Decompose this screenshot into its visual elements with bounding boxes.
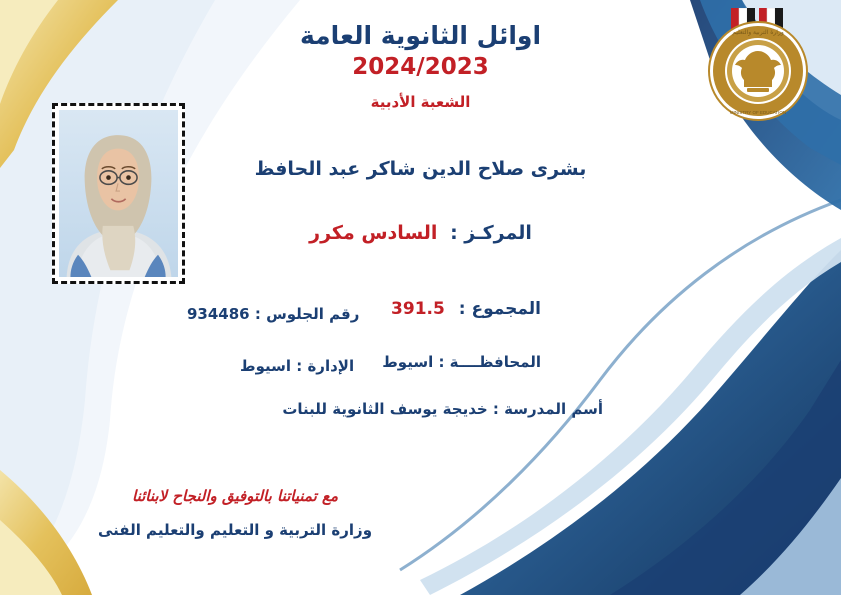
student-photo xyxy=(59,110,178,277)
administration-row xyxy=(0,357,841,375)
student-portrait-illustration xyxy=(59,110,178,277)
rank-value: السادس مكرر xyxy=(309,222,438,244)
ministry-name: وزارة التربية و التعليم والتعليم الفنى xyxy=(97,521,373,539)
student-name: بشرى صلاح الدين شاكر عبد الحافظ xyxy=(254,158,587,180)
total-value: 391.5 xyxy=(391,299,445,319)
seat-number-label: رقم الجلوس : xyxy=(254,305,360,323)
total-label: المجموع : xyxy=(458,299,541,319)
ministry-logo-icon xyxy=(697,8,819,126)
rank-row xyxy=(0,222,841,244)
seat-number-row xyxy=(0,305,841,323)
wish-text: مع تمنياتنا بالتوفيق والنجاح لابنائنا xyxy=(132,487,338,505)
rank-label: المركـز : xyxy=(450,222,532,244)
student-photo-frame xyxy=(52,103,185,284)
svg-text:MINISTRY OF EDUCATION: MINISTRY OF EDUCATION xyxy=(729,110,787,115)
seat-number-value: 934486 xyxy=(187,305,250,323)
administration-value: اسيوط xyxy=(240,357,291,375)
school-value: خديجة يوسف الثانوية للبنات xyxy=(282,400,488,418)
governorate-value: اسيوط xyxy=(382,353,434,371)
school-label: أسم المدرسة : xyxy=(492,400,603,418)
page-title: اوائل الثانوية العامة xyxy=(299,21,542,50)
branch-label: الشعبة الأدبية xyxy=(370,93,471,112)
school-row xyxy=(0,400,841,418)
academic-year: 2024/2023 xyxy=(352,54,489,81)
administration-label: الإدارة : xyxy=(296,357,355,375)
governorate-label: المحافظــــة : xyxy=(438,353,541,371)
svg-text:وزارة التربية والتعليم: وزارة التربية والتعليم xyxy=(732,29,784,36)
